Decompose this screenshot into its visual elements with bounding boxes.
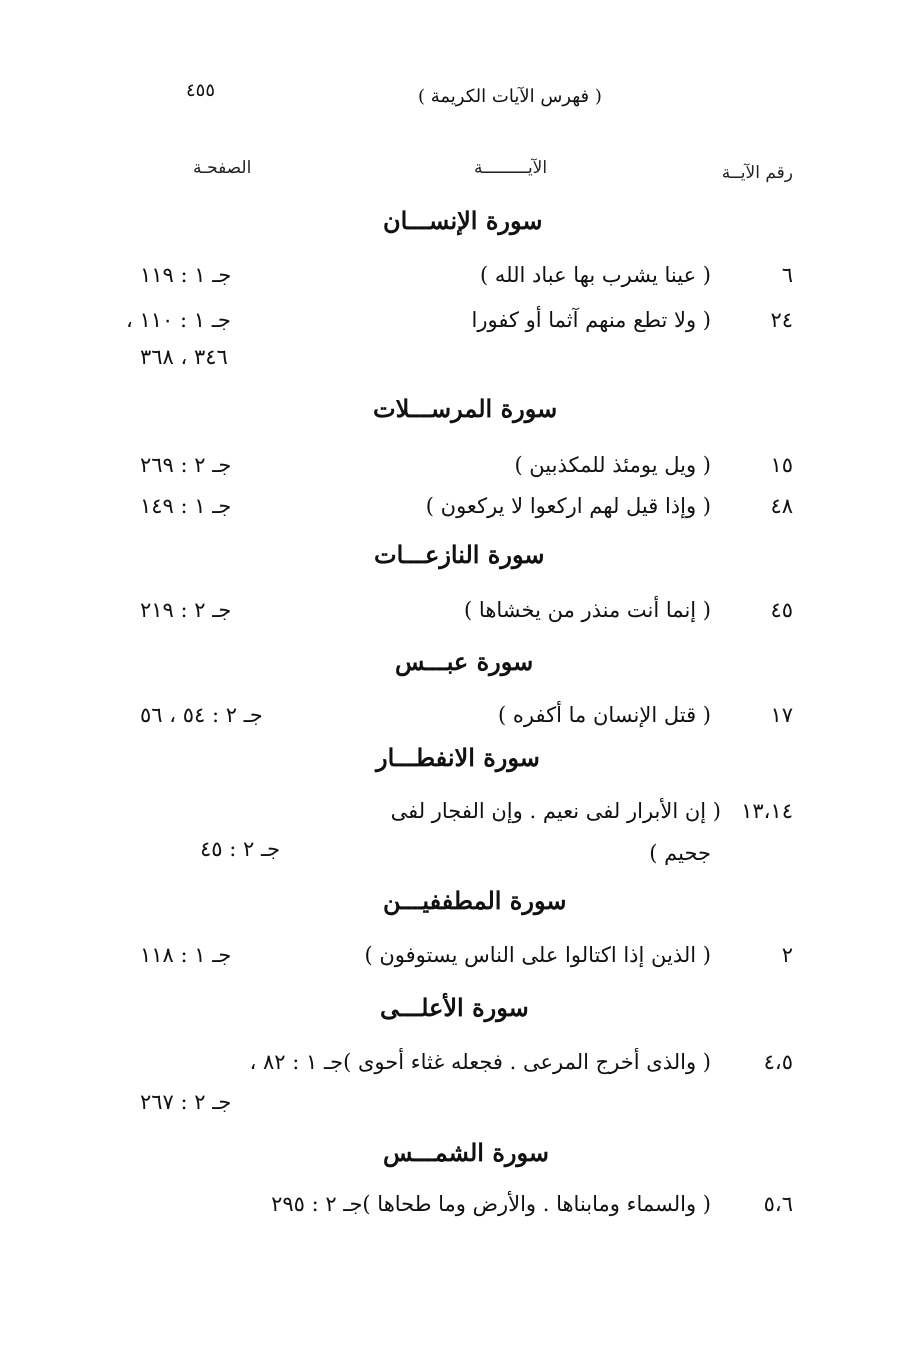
page-reference-continued: جـ ٢ : ٢٦٧ <box>140 1090 232 1114</box>
sura-heading: سورة المرســـلات <box>373 394 558 423</box>
ayah-number: ١٧ <box>770 703 793 727</box>
page-reference: جـ ٢ : ٤٥ <box>200 837 281 861</box>
ayah-number: ١٥ <box>770 453 793 477</box>
sura-heading: سورة النازعـــات <box>374 540 545 569</box>
ayah-text: ( إنما أنت منذر من يخشاها ) <box>464 598 711 622</box>
sura-heading: سورة الشمـــس <box>383 1138 549 1167</box>
ayah-number: ٦ <box>781 263 793 287</box>
ayah-text: ( ولا تطع منهم آثما أو كفورا <box>471 308 711 332</box>
ayah-text: ( وإذا قيل لهم اركعوا لا يركعون ) <box>425 494 711 518</box>
page-reference: جـ ٢ : ٢١٩ <box>140 598 232 622</box>
page-reference: جـ ١ : ١١٠ ، <box>126 308 231 332</box>
page-reference: جـ ١ : ١١٩ <box>140 263 232 287</box>
column-heading-page: الصفحـة <box>193 158 252 178</box>
ayah-text: ( والسماء ومابناها . والأرض وما طحاها )جـ ٢ : ٢٩٥ <box>271 1192 711 1216</box>
page-reference: جـ ٢ : ٢٦٩ <box>140 453 232 477</box>
page-reference: جـ ٢ : ٥٤ ، ٥٦ <box>140 703 263 727</box>
sura-heading: سورة عبـــس <box>395 647 534 676</box>
ayah-number: ١٣،١٤ <box>741 799 793 823</box>
ayah-number: ٢٤ <box>770 308 793 332</box>
page-reference: جـ ١ : ١١٨ <box>140 943 232 967</box>
ayah-text: ( والذى أخرج المرعى . فجعله غثاء أحوى )جـ ١ : ٨٢ ، <box>249 1050 711 1074</box>
ayah-text-continued: جحيم ) <box>649 841 711 865</box>
ayah-text: ( عينا يشرب بها عباد الله ) <box>480 263 711 287</box>
running-title: ( فهرس الآيات الكريمة ) <box>418 86 602 107</box>
page-reference-continued: ٣٤٦ ، ٣٦٨ <box>140 345 228 369</box>
ayah-number: ٤،٥ <box>763 1050 793 1074</box>
ayah-text: ( قتل الإنسان ما أكفره ) <box>498 703 711 727</box>
ayah-number: ٤٨ <box>770 494 793 518</box>
page-number: ٤٥٥ <box>186 80 216 101</box>
sura-heading: سورة المطففيـــن <box>383 886 567 915</box>
sura-heading: سورة الانفطـــار <box>376 743 540 772</box>
ayah-text: ( إن الأبرار لفى نعيم . وإن الفجار لفى <box>390 799 721 823</box>
ayah-text: ( ويل يومئذ للمكذبين ) <box>514 453 711 477</box>
column-heading-ayah: الآيـــــــــة <box>474 158 548 178</box>
sura-heading: سورة الأعلـــى <box>380 993 529 1022</box>
page-reference: جـ ١ : ١٤٩ <box>140 494 232 518</box>
ayah-number: ٤٥ <box>770 598 793 622</box>
sura-heading: سورة الإنســـان <box>383 206 543 235</box>
column-heading-ayah-number: رقم الآيــة <box>721 163 793 183</box>
ayah-number: ٥،٦ <box>763 1192 793 1216</box>
ayah-number: ٢ <box>781 943 793 967</box>
ayah-text: ( الذين إذا اكتالوا على الناس يستوفون ) <box>364 943 711 967</box>
